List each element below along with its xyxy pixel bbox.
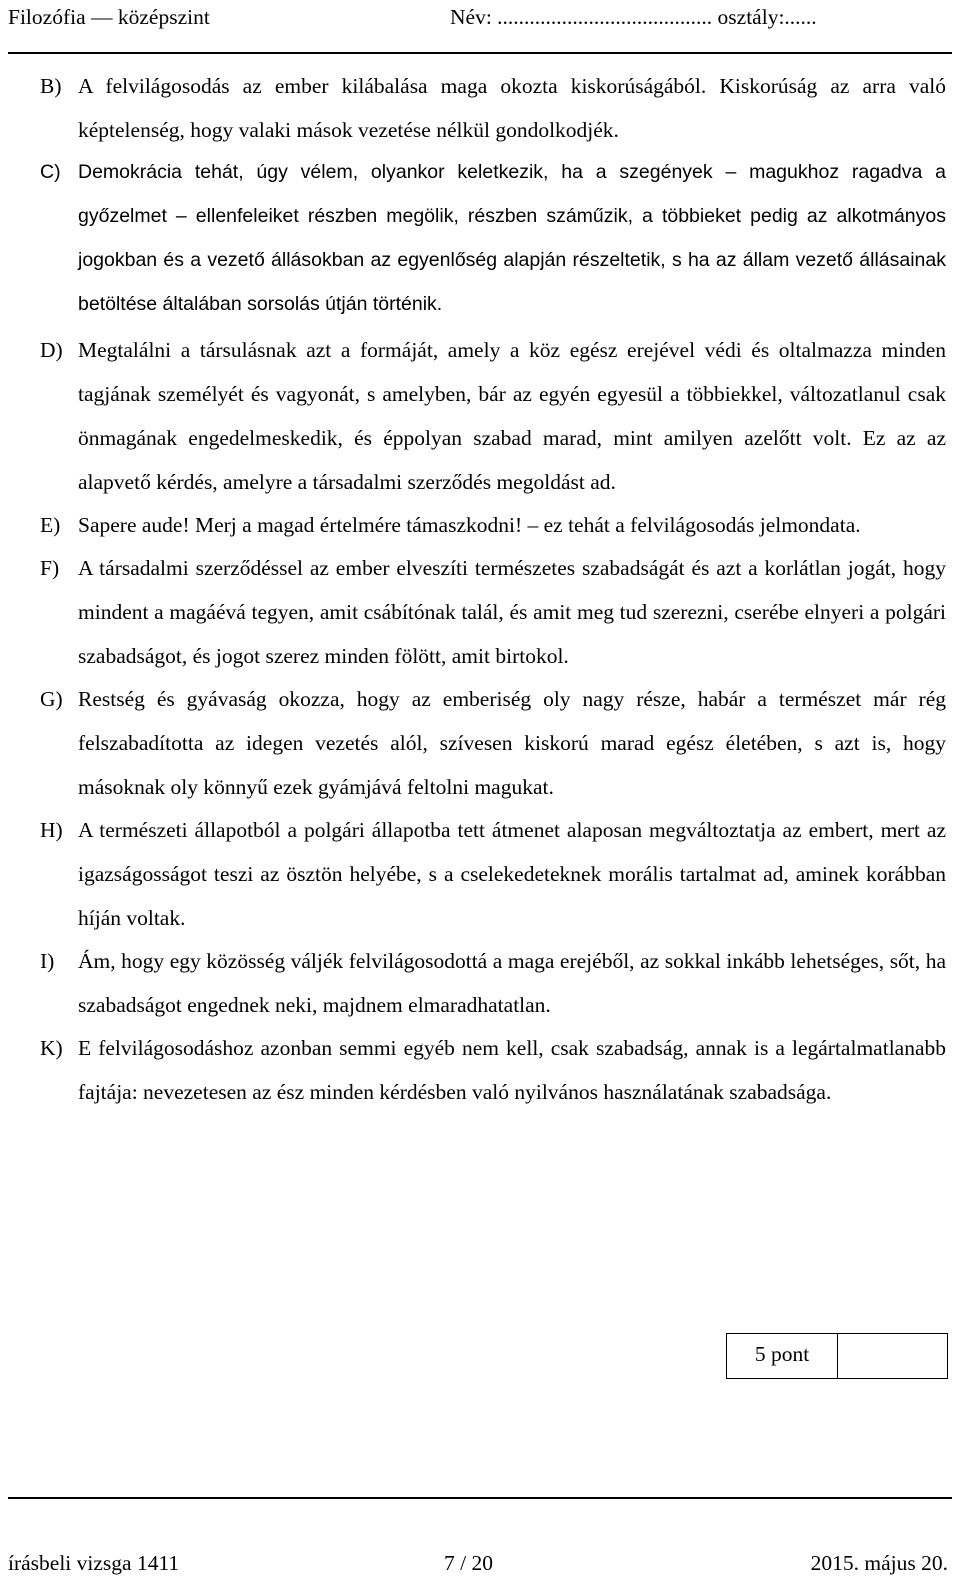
exam-date: 2015. május 20. xyxy=(810,1551,948,1575)
item-letter: G) xyxy=(40,687,63,711)
item-text: Sapere aude! Merj a magad értelmére támaszkodni! – ez tehát a felvilágosodás jelmondata. xyxy=(78,513,861,537)
item-text: Megtalálni a társulásnak azt a formáját, amely a köz egész erejével védi és oltalmazza minden tagjának személyét és vagyonát, s amelyben, bár az egyén egyesül a többiekkel, változatlanul csak önmagának engedelmeskedik, és éppolyan szabad marad, mint amilyen azelőtt volt. Ez az az alapvető kérdés, amelyre a társadalmi szerződés megoldást ad. xyxy=(78,338,946,494)
item-text: E felvilágosodáshoz azonban semmi egyéb nem kell, csak szabadság, annak is a legártalmatlanabb fajtája: nevezetesen az ész minden kérdésben való nyilvános használatának szabadsága. xyxy=(78,1036,946,1104)
item-letter: C) xyxy=(40,161,61,183)
item-text: Restség és gyávaság okozza, hogy az emberiség oly nagy része, habár a természet már rég felszabadította az idegen vezetés alól, szívesen kiskorú marad egész életében, s azt is, hogy másoknak oly könnyű ezek gyámjává feltolni magukat. xyxy=(78,687,946,799)
statement-item-i xyxy=(40,939,946,1027)
item-letter: B) xyxy=(40,74,62,98)
item-text: A felvilágosodás az ember kilábalása maga okozta kiskorúságából. Kiskorúság az arra való képtelenség, hogy valaki mások vezetése nélkül gondolkodjék. xyxy=(78,74,946,142)
item-letter: D) xyxy=(40,338,63,362)
statement-item-g xyxy=(40,677,946,809)
page-header xyxy=(8,0,952,54)
statement-item-d xyxy=(40,328,946,504)
item-text: Demokrácia tehát, úgy vélem, olyankor keletkezik, ha a szegények – magukhoz ragadva a győzelmet – ellenfeleiket részben megölik, részben száműzik, a többieket pedig az alkotmányos jogokban és a vezető állásokban az egyenlőség alapján részeltetik, s ha az állam vezető állásainak betöltése általában sorsolás útján történik. xyxy=(78,161,946,315)
statement-item-k xyxy=(40,1026,946,1114)
item-letter: E) xyxy=(40,513,61,537)
item-letter: I) xyxy=(40,949,55,973)
statement-item-b xyxy=(40,64,946,152)
subject-title: Filozófia — középszint xyxy=(8,5,210,29)
score-label: 5 pont xyxy=(727,1334,838,1378)
item-letter: K) xyxy=(40,1036,63,1060)
page-footer xyxy=(8,1497,952,1583)
score-input-cell[interactable] xyxy=(838,1334,947,1378)
item-text: Ám, hogy egy közösség váljék felvilágosodottá a maga erejéből, az sokkal inkább lehetséges, sőt, ha szabadságot engednek neki, majdnem elmaradhatatlan. xyxy=(78,949,946,1017)
page-number: 7 / 20 xyxy=(444,1551,493,1575)
score-box xyxy=(726,1333,948,1379)
statement-item-e xyxy=(40,503,946,547)
name-class-field: Név: ........................................ osztály:...... xyxy=(450,5,817,29)
exam-code: írásbeli vizsga 1411 xyxy=(8,1551,180,1575)
item-text: A természeti állapotból a polgári állapotba tett átmenet alaposan megváltoztatja az embert, mert az igazságosságot teszi az ösztön helyébe, s a cselekedeteknek morális tartalmat ad, aminek korábban híján voltak. xyxy=(78,818,946,930)
item-text: A társadalmi szerződéssel az ember elveszíti természetes szabadságát és azt a korlátlan jogát, hogy mindent a magáévá tegyen, amit csábítónak talál, és amit meg tud szerezni, cserébe elnyeri a polgári szabadságot, és jogot szerez minden fölött, amit birtokol. xyxy=(78,556,946,668)
statement-item-f xyxy=(40,546,946,678)
item-letter: F) xyxy=(40,556,60,580)
statement-list xyxy=(40,64,946,1114)
statement-item-h xyxy=(40,808,946,940)
statement-item-c xyxy=(40,150,946,326)
item-letter: H) xyxy=(40,818,63,842)
